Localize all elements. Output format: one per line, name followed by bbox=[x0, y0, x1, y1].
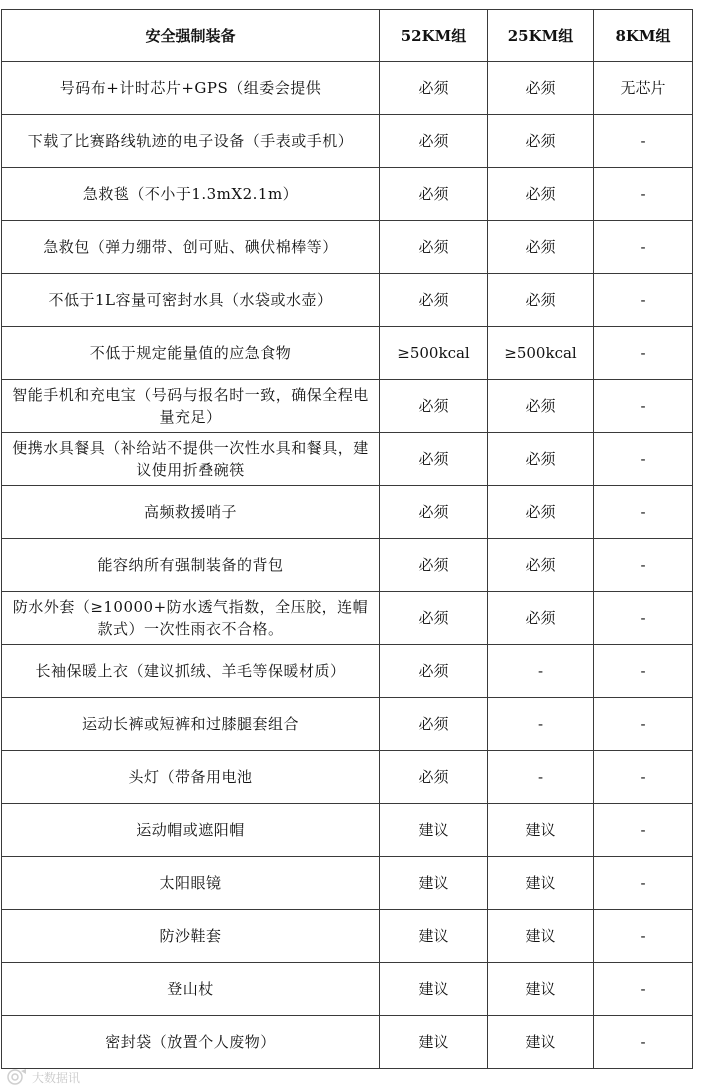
item-cell: 能容纳所有强制装备的背包 bbox=[2, 539, 380, 592]
cell-8km: - bbox=[594, 327, 693, 380]
cell-8km: - bbox=[594, 910, 693, 963]
item-cell: 号码布+计时芯片+GPS（组委会提供 bbox=[2, 62, 380, 115]
item-cell: 防沙鞋套 bbox=[2, 910, 380, 963]
table-row bbox=[2, 539, 693, 592]
table-row bbox=[2, 433, 693, 486]
table-row bbox=[2, 486, 693, 539]
cell-8km: - bbox=[594, 539, 693, 592]
cell-8km: - bbox=[594, 486, 693, 539]
cell-25km: 建议 bbox=[488, 963, 594, 1016]
cell-8km: - bbox=[594, 274, 693, 327]
cell-52km: 必须 bbox=[380, 168, 488, 221]
cell-25km: 建议 bbox=[488, 857, 594, 910]
cell-25km: 必须 bbox=[488, 486, 594, 539]
header-item: 安全强制装备 bbox=[2, 10, 380, 62]
watermark-text: 大数据讯 bbox=[32, 1070, 81, 1085]
cell-8km: - bbox=[594, 963, 693, 1016]
table-row bbox=[2, 327, 693, 380]
cell-52km: 必须 bbox=[380, 380, 488, 433]
table-body bbox=[2, 62, 693, 1069]
table-row bbox=[2, 380, 693, 433]
item-cell: 运动帽或遮阳帽 bbox=[2, 804, 380, 857]
cell-52km: 必须 bbox=[380, 751, 488, 804]
item-cell: 下载了比赛路线轨迹的电子设备（手表或手机） bbox=[2, 115, 380, 168]
cell-25km: 必须 bbox=[488, 62, 594, 115]
header-52km: 52KM组 bbox=[380, 10, 488, 62]
table-row bbox=[2, 804, 693, 857]
cell-52km: 必须 bbox=[380, 645, 488, 698]
table-row bbox=[2, 115, 693, 168]
table-row bbox=[2, 645, 693, 698]
table-header-row bbox=[2, 10, 693, 62]
item-cell: 智能手机和充电宝（号码与报名时一致，确保全程电量充足） bbox=[2, 380, 380, 433]
cell-8km: - bbox=[594, 698, 693, 751]
table-row bbox=[2, 168, 693, 221]
cell-52km: ≥500kcal bbox=[380, 327, 488, 380]
cell-8km: - bbox=[594, 751, 693, 804]
cell-52km: 必须 bbox=[380, 486, 488, 539]
cell-25km: - bbox=[488, 645, 594, 698]
table-row bbox=[2, 910, 693, 963]
cell-25km: 必须 bbox=[488, 115, 594, 168]
cell-52km: 建议 bbox=[380, 857, 488, 910]
header-8km: 8KM组 bbox=[594, 10, 693, 62]
table-row bbox=[2, 1016, 693, 1069]
cell-25km: ≥500kcal bbox=[488, 327, 594, 380]
cell-8km: - bbox=[594, 115, 693, 168]
cell-8km: - bbox=[594, 645, 693, 698]
item-cell: 长袖保暖上衣（建议抓绒、羊毛等保暖材质） bbox=[2, 645, 380, 698]
table-row bbox=[2, 963, 693, 1016]
item-cell: 防水外套（≥10000+防水透气指数，全压胶，连帽款式）一次性雨衣不合格。 bbox=[2, 592, 380, 645]
cell-25km: 必须 bbox=[488, 539, 594, 592]
table-row bbox=[2, 221, 693, 274]
item-cell: 不低于规定能量值的应急食物 bbox=[2, 327, 380, 380]
cell-25km: 必须 bbox=[488, 168, 594, 221]
cell-25km: 必须 bbox=[488, 592, 594, 645]
table-row bbox=[2, 698, 693, 751]
cell-25km: 必须 bbox=[488, 380, 594, 433]
cell-52km: 建议 bbox=[380, 1016, 488, 1069]
item-cell: 便携水具餐具（补给站不提供一次性水具和餐具，建议使用折叠碗筷 bbox=[2, 433, 380, 486]
cell-8km: - bbox=[594, 592, 693, 645]
item-cell: 高频救援哨子 bbox=[2, 486, 380, 539]
cell-8km: - bbox=[594, 168, 693, 221]
camera-logo-icon bbox=[6, 1068, 28, 1086]
cell-52km: 必须 bbox=[380, 698, 488, 751]
table-row bbox=[2, 274, 693, 327]
item-cell: 不低于1L容量可密封水具（水袋或水壶） bbox=[2, 274, 380, 327]
cell-8km: - bbox=[594, 380, 693, 433]
item-cell: 头灯（带备用电池 bbox=[2, 751, 380, 804]
cell-25km: 建议 bbox=[488, 804, 594, 857]
cell-8km: - bbox=[594, 221, 693, 274]
table-row bbox=[2, 62, 693, 115]
item-cell: 急救毯（不小于1.3mX2.1m） bbox=[2, 168, 380, 221]
cell-8km: 无芯片 bbox=[594, 62, 693, 115]
cell-52km: 必须 bbox=[380, 62, 488, 115]
item-cell: 登山杖 bbox=[2, 963, 380, 1016]
table-row bbox=[2, 592, 693, 645]
cell-52km: 必须 bbox=[380, 115, 488, 168]
cell-25km: 建议 bbox=[488, 910, 594, 963]
item-cell: 急救包（弹力绷带、创可贴、碘伏棉棒等） bbox=[2, 221, 380, 274]
cell-52km: 必须 bbox=[380, 592, 488, 645]
cell-52km: 必须 bbox=[380, 539, 488, 592]
cell-52km: 必须 bbox=[380, 221, 488, 274]
cell-8km: - bbox=[594, 433, 693, 486]
cell-52km: 建议 bbox=[380, 963, 488, 1016]
cell-25km: - bbox=[488, 698, 594, 751]
cell-8km: - bbox=[594, 857, 693, 910]
cell-8km: - bbox=[594, 804, 693, 857]
equipment-table bbox=[1, 9, 693, 1069]
item-cell: 密封袋（放置个人废物） bbox=[2, 1016, 380, 1069]
cell-25km: 必须 bbox=[488, 274, 594, 327]
cell-52km: 必须 bbox=[380, 433, 488, 486]
cell-25km: 建议 bbox=[488, 1016, 594, 1069]
cell-25km: 必须 bbox=[488, 221, 594, 274]
header-25km: 25KM组 bbox=[488, 10, 594, 62]
cell-8km: - bbox=[594, 1016, 693, 1069]
item-cell: 太阳眼镜 bbox=[2, 857, 380, 910]
cell-52km: 建议 bbox=[380, 804, 488, 857]
cell-52km: 建议 bbox=[380, 910, 488, 963]
cell-25km: 必须 bbox=[488, 433, 594, 486]
cell-52km: 必须 bbox=[380, 274, 488, 327]
watermark bbox=[6, 1066, 80, 1088]
cell-25km: - bbox=[488, 751, 594, 804]
table-row bbox=[2, 751, 693, 804]
table-row bbox=[2, 857, 693, 910]
item-cell: 运动长裤或短裤和过膝腿套组合 bbox=[2, 698, 380, 751]
